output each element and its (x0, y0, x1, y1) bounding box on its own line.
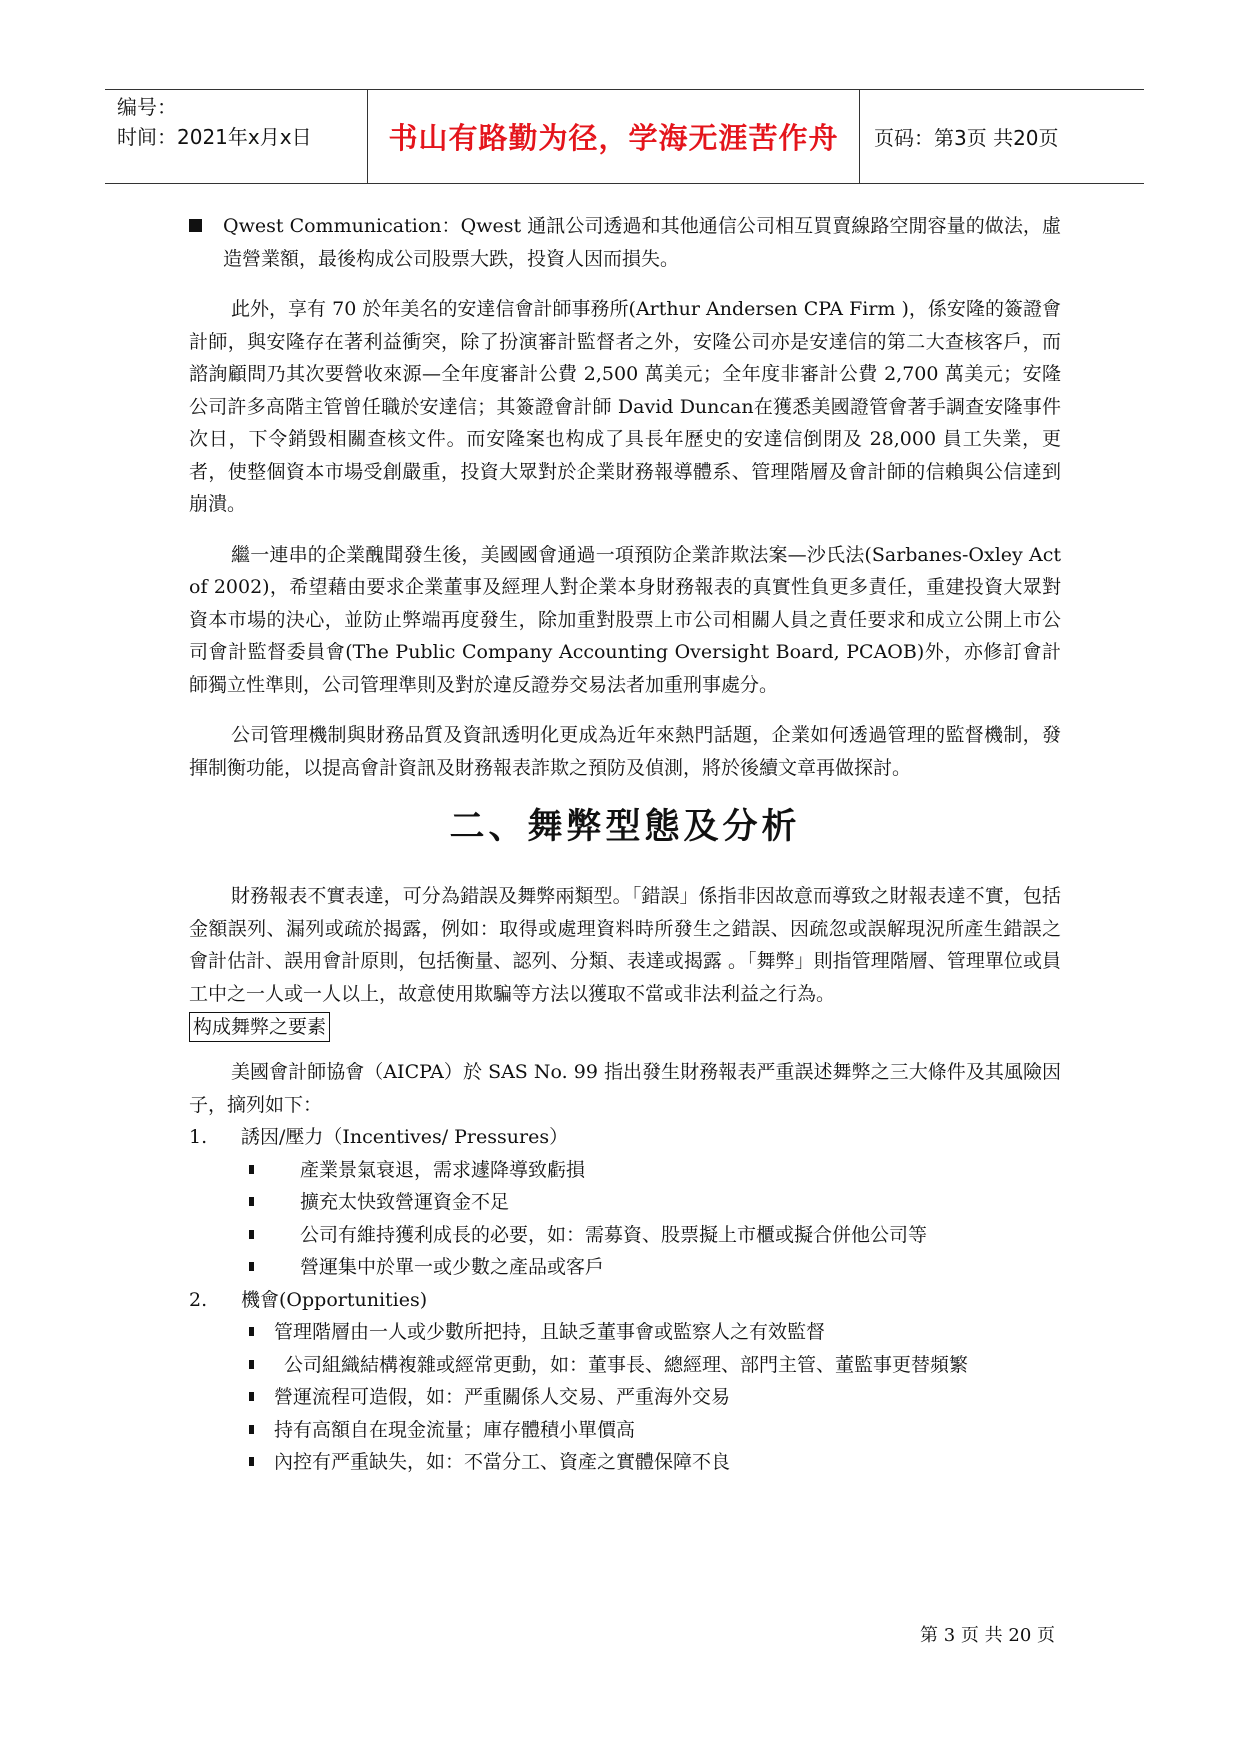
list-subitem: 持有高額自在現金流量；庫存體積小單價高 (249, 1414, 1061, 1447)
header-motto: 书山有路勤为径，学海无涯苦作舟 (388, 121, 839, 155)
paragraph-andersen: 此外，享有 70 於年美名的安達信會計師事務所(Arthur Andersen CPA Firm )，係安隆的簽證會計師，與安隆存在著利益衝突，除了扮演審計監督者之外，安隆公司亦是安達信的第二大查核客戶，而諮詢顧問乃其次要營收來源—全年度審計公費 2,500 萬美元；全年度非審計公費 2,700 萬美元；安隆公司許多高階主管曾任職於安達信；其簽證會計師 David Duncan在獲悉美國證管會著手調查安隆事件次日，下令銷毀相關查核文件。而安隆案也构成了具長年歷史的安達信倒閉及 28,000 員工失業，更者，使整個資本市場受創嚴重，投資大眾對於企業財務報導體系、管理階層及會計師的信賴與公信達到崩潰。 (189, 298, 1061, 515)
header-page-cell (860, 90, 1144, 183)
list-title: 機會(Opportunities) (241, 1288, 428, 1311)
paragraph-aicpa: 美國會計師協會（AICPA）於 SAS No. 99 指出發生財務報表严重誤述舞弊之三大條件及其風險因子，摘列如下： (189, 1061, 1061, 1116)
list-subitem: 內控有严重缺失，如：不當分工、資產之實體保障不良 (249, 1446, 1061, 1479)
list-number: 1. (189, 1126, 208, 1148)
square-bullet-icon (189, 219, 202, 232)
paragraph-sox: 繼一連串的企業醜聞發生後，美國國會通過一項預防企業詐欺法案—沙氏法(Sarbanes-Oxley Act of 2002)，希望藉由要求企業董事及經理人對企業本身財務報表的真實性負更多責任，重建投資大眾對資本市場的決心，並防止弊端再度發生，除加重對股票上市公司相關人員之責任要求和成立公開上市公司會計監督委員會(The Public Company Accounting Oversight Board, PCAOB)外，亦修訂會計師獨立性準則，公司管理準則及對於違反證券交易法者加重刑事處分。 (189, 543, 1061, 696)
boxed-label: 构成舞弊之要素 (189, 1012, 330, 1042)
paragraph-definition: 財務報表不實表達，可分為錯誤及舞弊兩類型。「錯誤」係指非因故意而導致之財報表達不實，包括金額誤列、漏列或疏於揭露，例如：取得或處理資料時所發生之錯誤、因疏忽或誤解現況所產生錯誤之會計估計、誤用會計原則，包括衡量、認列、分類、表達或揭露 。「舞弊」則指管理階層、管理單位或員工中之一人或一人以上，故意使用欺騙等方法以獲取不當或非法利益之行為。 (189, 885, 1061, 1005)
list-title: 誘因/壓力（Incentives/ Pressures） (241, 1126, 569, 1148)
list-subitem: 產業景氣衰退，需求遽降導致虧損 (249, 1154, 1061, 1187)
header-page-label: 页码：第3页 共20页 (874, 126, 1059, 150)
list-subitem: 管理階層由一人或少數所把持，且缺乏董事會或監察人之有效監督 (249, 1316, 1061, 1349)
bullet-qwest-text: Qwest Communication：Qwest 通訊公司透過和其他通信公司相互買賣線路空閒容量的做法，虛造營業額，最後构成公司股票大跌，投資人因而損失。 (223, 215, 1061, 270)
list-subitem: 擴充太快致營運資金不足 (249, 1186, 1061, 1219)
page-footer: 第 3 页 共 20 页 (920, 1625, 1055, 1646)
list-subitem: 營運流程可造假，如：严重關係人交易、严重海外交易 (249, 1381, 1061, 1414)
header-motto-cell (368, 90, 860, 183)
list-subitem: 公司組織結構複雜或經常更動，如：董事長、總經理、部門主管、董監事更替頻繁 (249, 1349, 1061, 1382)
header-meta (105, 90, 368, 183)
document-body (189, 210, 1061, 1479)
list-item-1 (189, 1121, 1061, 1284)
page-header (105, 89, 1144, 184)
list-subitem: 營運集中於單一或少數之產品或客戶 (249, 1251, 1061, 1284)
paragraph-governance: 公司管理機制與財務品質及資訊透明化更成為近年來熱門話題，企業如何透過管理的監督機制，發揮制衡功能，以提高會計資訊及財務報表詐欺之預防及偵測，將於後續文章再做探討。 (189, 724, 1061, 779)
list-number: 2. (189, 1288, 208, 1311)
document-time-label: 时间：2021年x月x日 (117, 125, 312, 149)
list-item-2 (189, 1284, 1061, 1479)
list-subitem: 公司有維持獲利成長的必要，如：需募資、股票擬上市櫃或擬合併他公司等 (249, 1219, 1061, 1252)
bullet-qwest (189, 210, 1061, 275)
document-number-label: 编号： (117, 95, 177, 119)
section-heading: 二、舞弊型態及分析 (449, 807, 801, 847)
boxed-label-wrapper (189, 1010, 1061, 1056)
